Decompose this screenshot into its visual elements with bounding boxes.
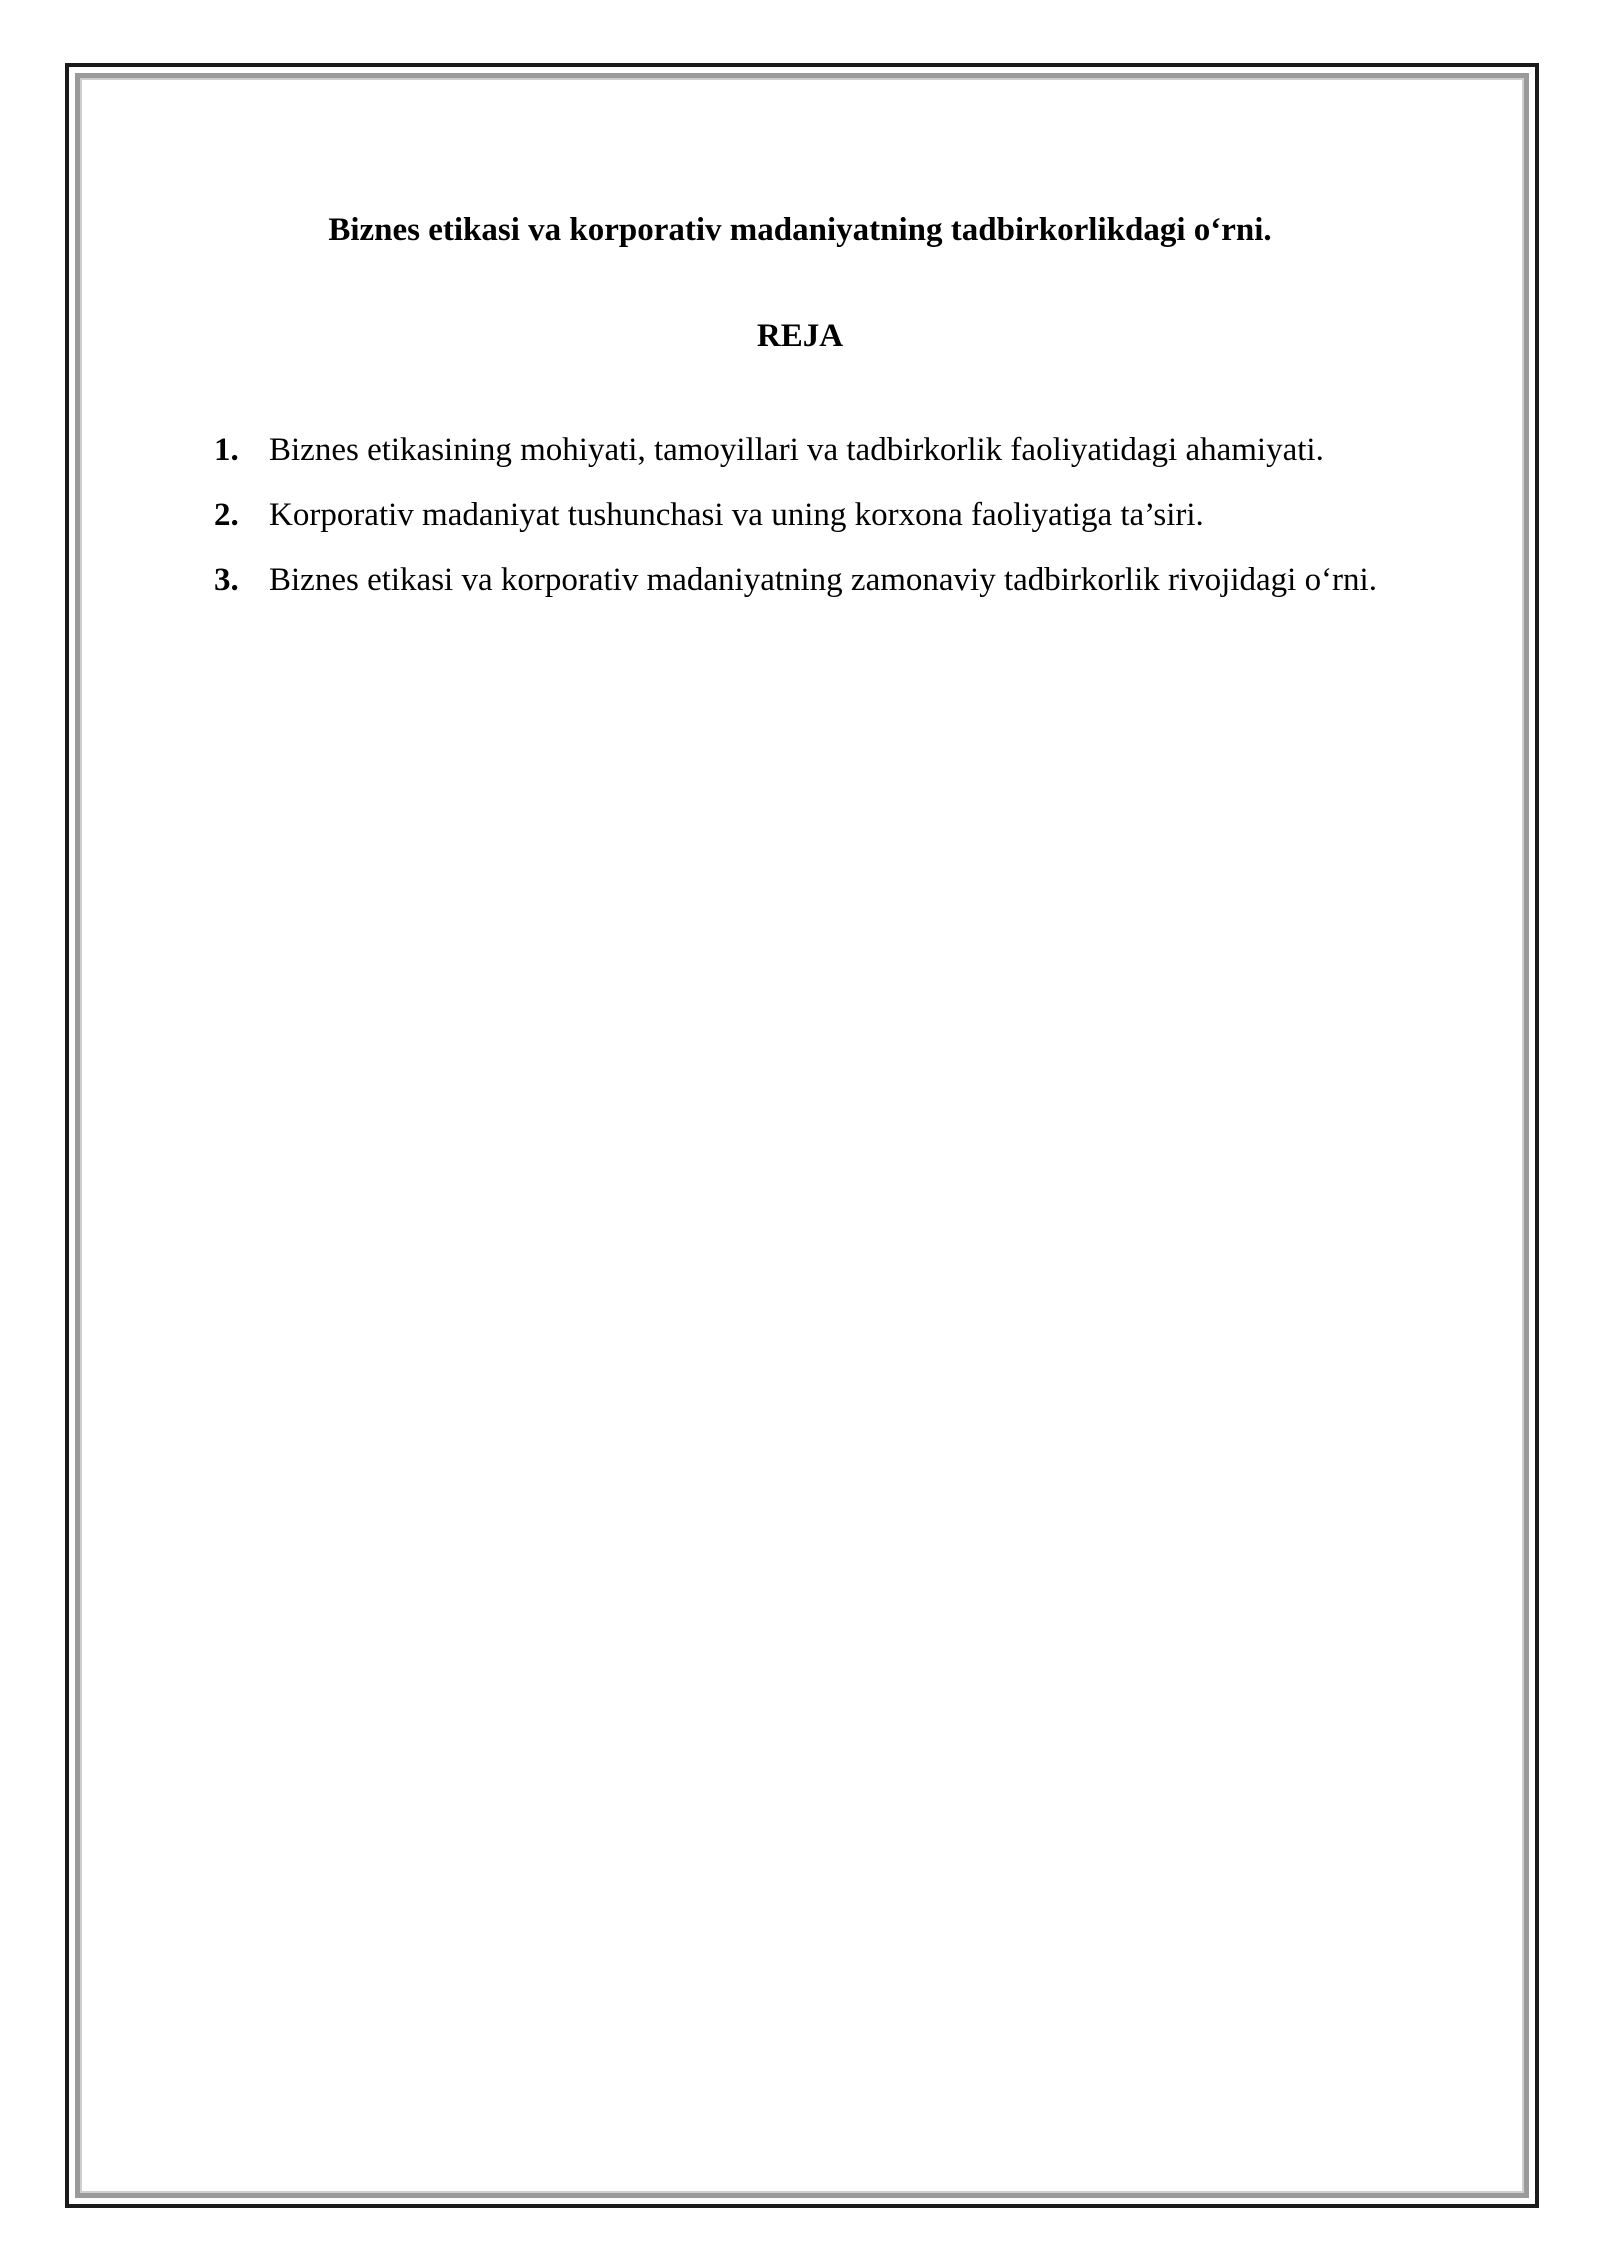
plan-item-text: Biznes etikasi va korporativ madaniyatning zamonaviy tadbirkorlik rivojidagi o‘rni. (269, 562, 1377, 598)
document-title: Biznes etikasi va korporativ madaniyatning tadbirkorlikdagi o‘rni. (328, 212, 1272, 248)
plan-item-text: Korporativ madaniyat tushunchasi va uning korxona faoliyatiga ta’siri. (269, 497, 1204, 533)
plan-heading: REJA (756, 318, 844, 354)
page-border-inner (75, 73, 1529, 2198)
plan-item-text: Biznes etikasining mohiyati, tamoyillari va tadbirkorlik faoliyatidagi ahamiyati. (269, 432, 1324, 468)
plan-item-number: 3. (214, 562, 239, 598)
plan-item (214, 483, 1458, 548)
plan-list (214, 418, 1458, 613)
plan-item (214, 418, 1458, 483)
plan-item-number: 2. (214, 497, 239, 533)
plan-item (214, 548, 1458, 613)
page-border-frame (65, 63, 1539, 2208)
plan-item-number: 1. (214, 432, 239, 468)
